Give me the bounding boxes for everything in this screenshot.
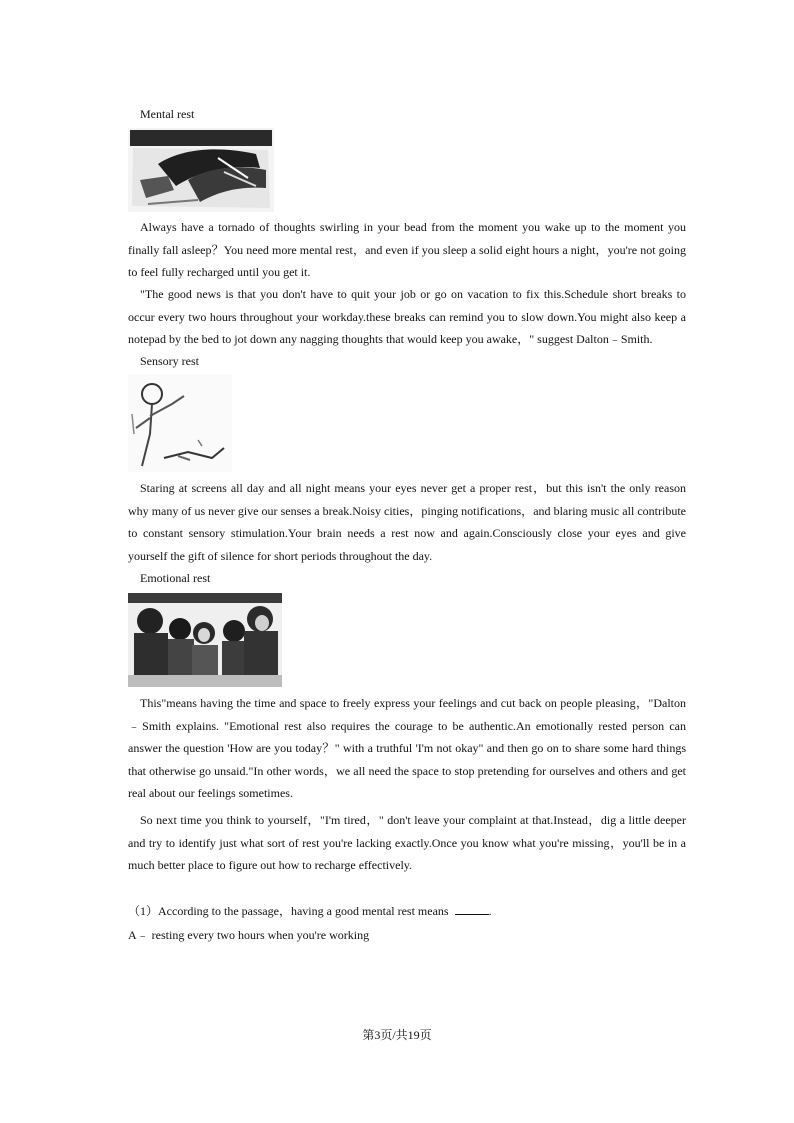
paragraph-emotional-1: This"means having the time and space to freely express your feelings and cut back on people pleasing，"Dalton﹣Smith explains. "Emotional rest also requires the courage to be authentic.An emotionally rested person can answer the question 'How are you today？" with a truthful 'I'm not okay" and then go on to share some hard things that otherwise go unsaid."In other words，we all need the space to stop pretending for ourselves and others and get real about our feelings sometimes.: [128, 696, 686, 800]
paragraph-mental-1: Always have a tornado of thoughts swirling in your bead from the moment you wake up to the moment you finally fall asleep？You need more mental rest，and even if you sleep a solid eight hours a night，you're not going to feel fully recharged until you get it.: [128, 220, 686, 279]
paragraph-sensory-1: Staring at screens all day and all night means your eyes never get a proper rest，but this isn't the only reason why many of us never give our senses a break.Noisy cities，pinging notifications，and blaring music all contribute to constant sensory stimulation.Your brain needs a rest now and again.Consciously close your eyes and give yourself the gift of silence for short periods throughout the day.: [128, 481, 686, 563]
paragraph-emotional-2: So next time you think to yourself，"I'm tired，" don't leave your complaint at that.Instead，dig a little deeper and try to identify just what sort of rest you're lacking exactly.Once you know what you're missing，you'll be in a much better place to figure out how to recharge effectively.: [128, 813, 686, 872]
question-stem-end: .: [488, 904, 492, 918]
heading-sensory-rest: Sensory rest: [140, 354, 199, 368]
heading-mental-rest: Mental rest: [140, 107, 195, 121]
answer-blank: [455, 903, 489, 915]
figure-writing-hand: [128, 128, 274, 212]
figure-sensory-sketch: [128, 374, 232, 472]
heading-emotional-rest: Emotional rest: [140, 571, 211, 585]
option-a: A﹣ resting every two hours when you're working: [128, 928, 370, 942]
question-1: [128, 903, 492, 919]
page-number: 第3页/共19页: [362, 1028, 432, 1042]
figure-group-friends: [128, 593, 282, 687]
paragraph-mental-2: "The good news is that you don't have to quit your job or go on vacation to fix this.Schedule short breaks to occur every two hours throughout your workday.these breaks can remind you to slow down.You might also keep a notepad by the bed to jot down any nagging thoughts that would keep you awake，" suggest Dalton﹣Smith.: [128, 287, 686, 346]
question-stem: （1）According to the passage，having a good mental rest means: [128, 904, 449, 918]
